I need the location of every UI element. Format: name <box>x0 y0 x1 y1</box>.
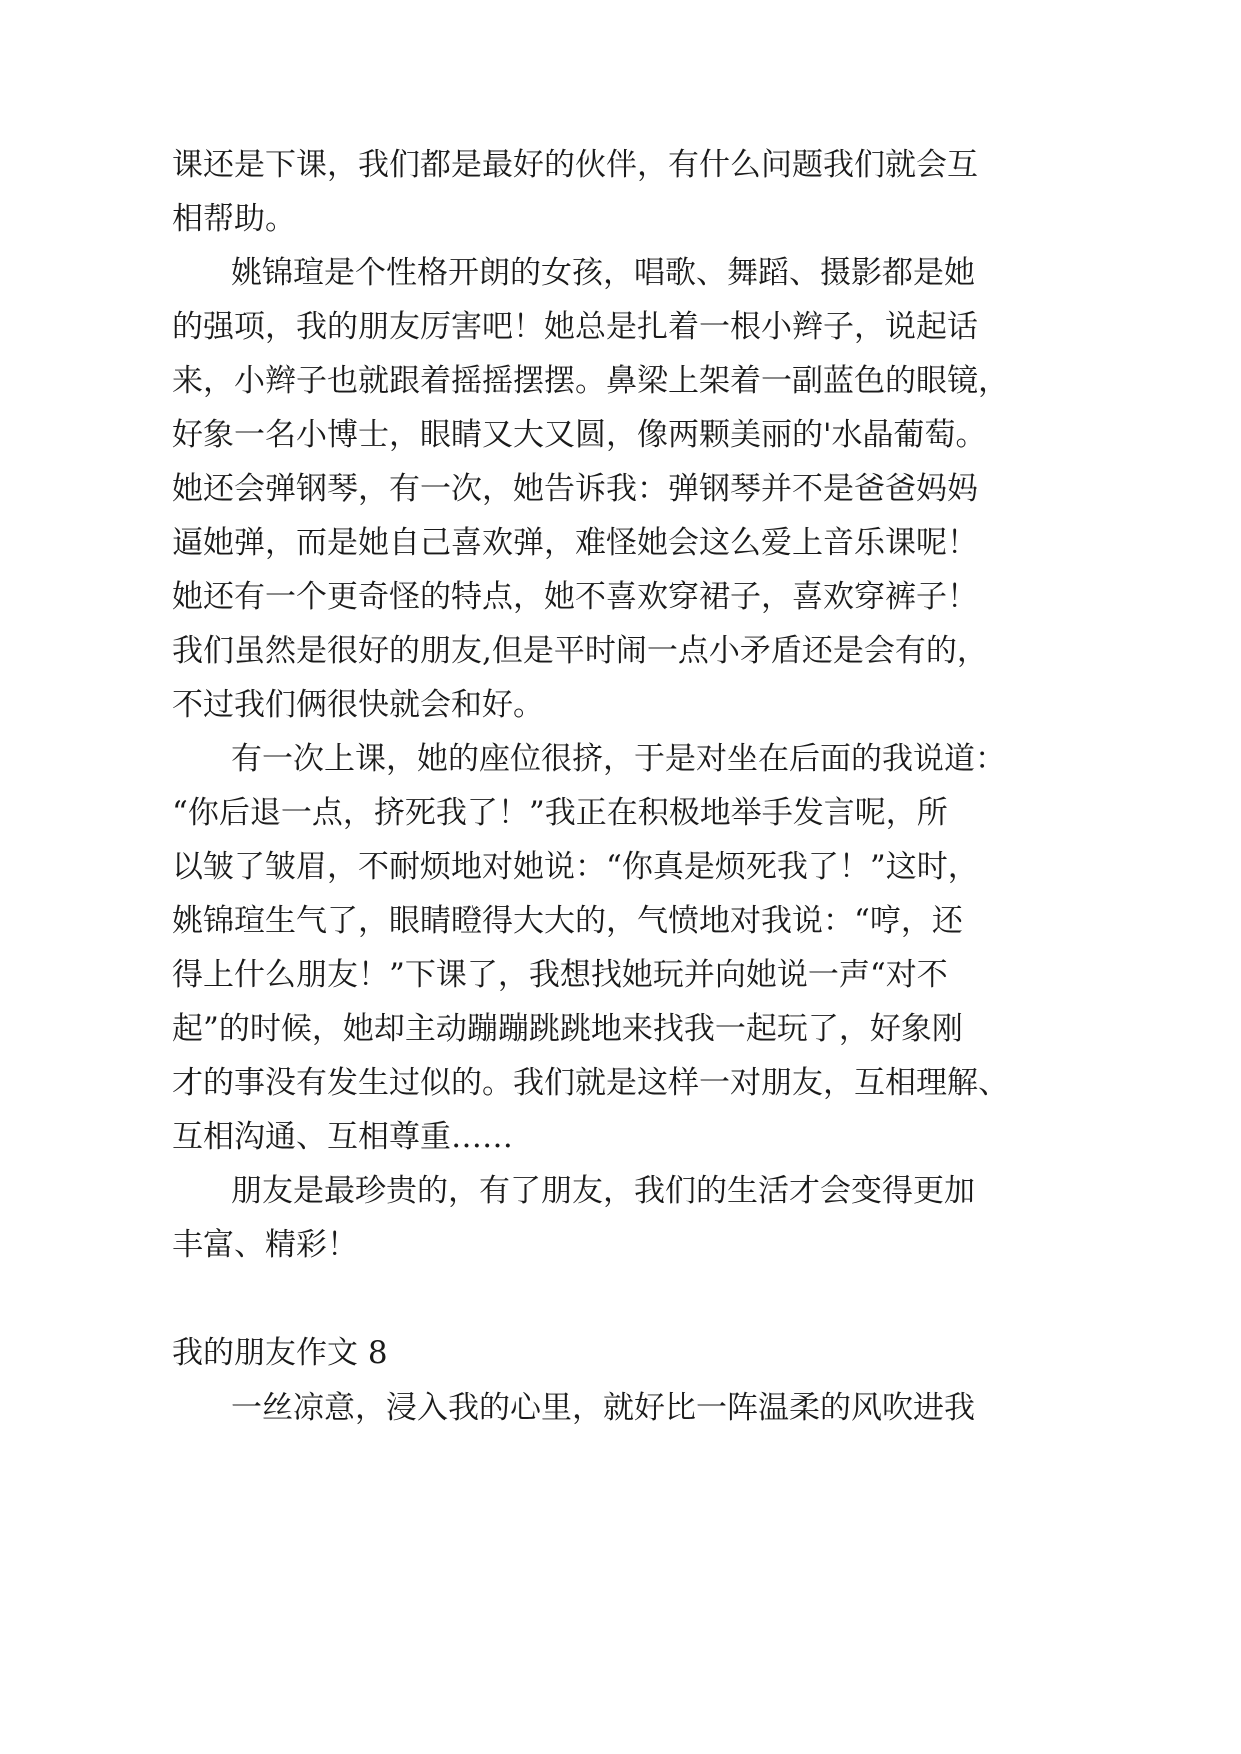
text-line: 互相沟通、互相尊重…… <box>172 1119 513 1155</box>
text-line: 我们虽然是很好的朋友,但是平时闹一点小矛盾还是会有的， <box>172 633 988 669</box>
text-line: 以皱了皱眉，不耐烦地对她说：“你真是烦死我了！”这时， <box>172 849 979 885</box>
text-line: 得上什么朋友！”下课了，我想找她玩并向她说一声“对不 <box>172 957 948 993</box>
text-line: 姚锦瑄生气了，眼睛瞪得大大的，气愤地对我说：“哼，还 <box>172 903 963 939</box>
paragraph-first-line: 姚锦瑄是个性格开朗的女孩，唱歌、舞蹈、摄影都是她 <box>231 255 975 291</box>
section-heading: 我的朋友作文 8 <box>172 1335 388 1371</box>
text-line: 好象一名小博士，眼睛又大又圆，像两颗美丽的'水晶葡萄。 <box>172 417 987 453</box>
text-line: 相帮助。 <box>172 201 296 237</box>
text-line: 来，小辫子也就跟着摇摇摆摆。鼻梁上架着一副蓝色的眼镜， <box>172 363 1009 399</box>
text-line: 不过我们俩很快就会和好。 <box>172 687 544 723</box>
text-line: 才的事没有发生过似的。我们就是这样一对朋友，互相理解、 <box>172 1065 1009 1101</box>
text-line: “你后退一点，挤死我了！”我正在积极地举手发言呢，所 <box>172 795 948 831</box>
text-line: 课还是下课，我们都是最好的伙伴，有什么问题我们就会互 <box>172 147 978 183</box>
text-line: 丰富、精彩！ <box>172 1227 358 1263</box>
text-line: 起”的时候，她却主动蹦蹦跳跳地来找我一起玩了，好象刚 <box>172 1011 963 1047</box>
paragraph-first-line: 有一次上课，她的座位很挤，于是对坐在后面的我说道： <box>231 741 1006 777</box>
text-line: 她还会弹钢琴，有一次，她告诉我：弹钢琴并不是爸爸妈妈 <box>172 471 978 507</box>
text-line: 的强项，我的朋友厉害吧！她总是扎着一根小辫子，说起话 <box>172 309 978 345</box>
text-line: 她还有一个更奇怪的特点，她不喜欢穿裙子，喜欢穿裤子！ <box>172 579 978 615</box>
paragraph-first-line: 朋友是最珍贵的，有了朋友，我们的生活才会变得更加 <box>231 1173 975 1209</box>
paragraph-first-line: 一丝凉意，浸入我的心里，就好比一阵温柔的风吹进我 <box>231 1390 975 1426</box>
text-line: 逼她弹，而是她自己喜欢弹，难怪她会这么爱上音乐课呢！ <box>172 525 978 561</box>
